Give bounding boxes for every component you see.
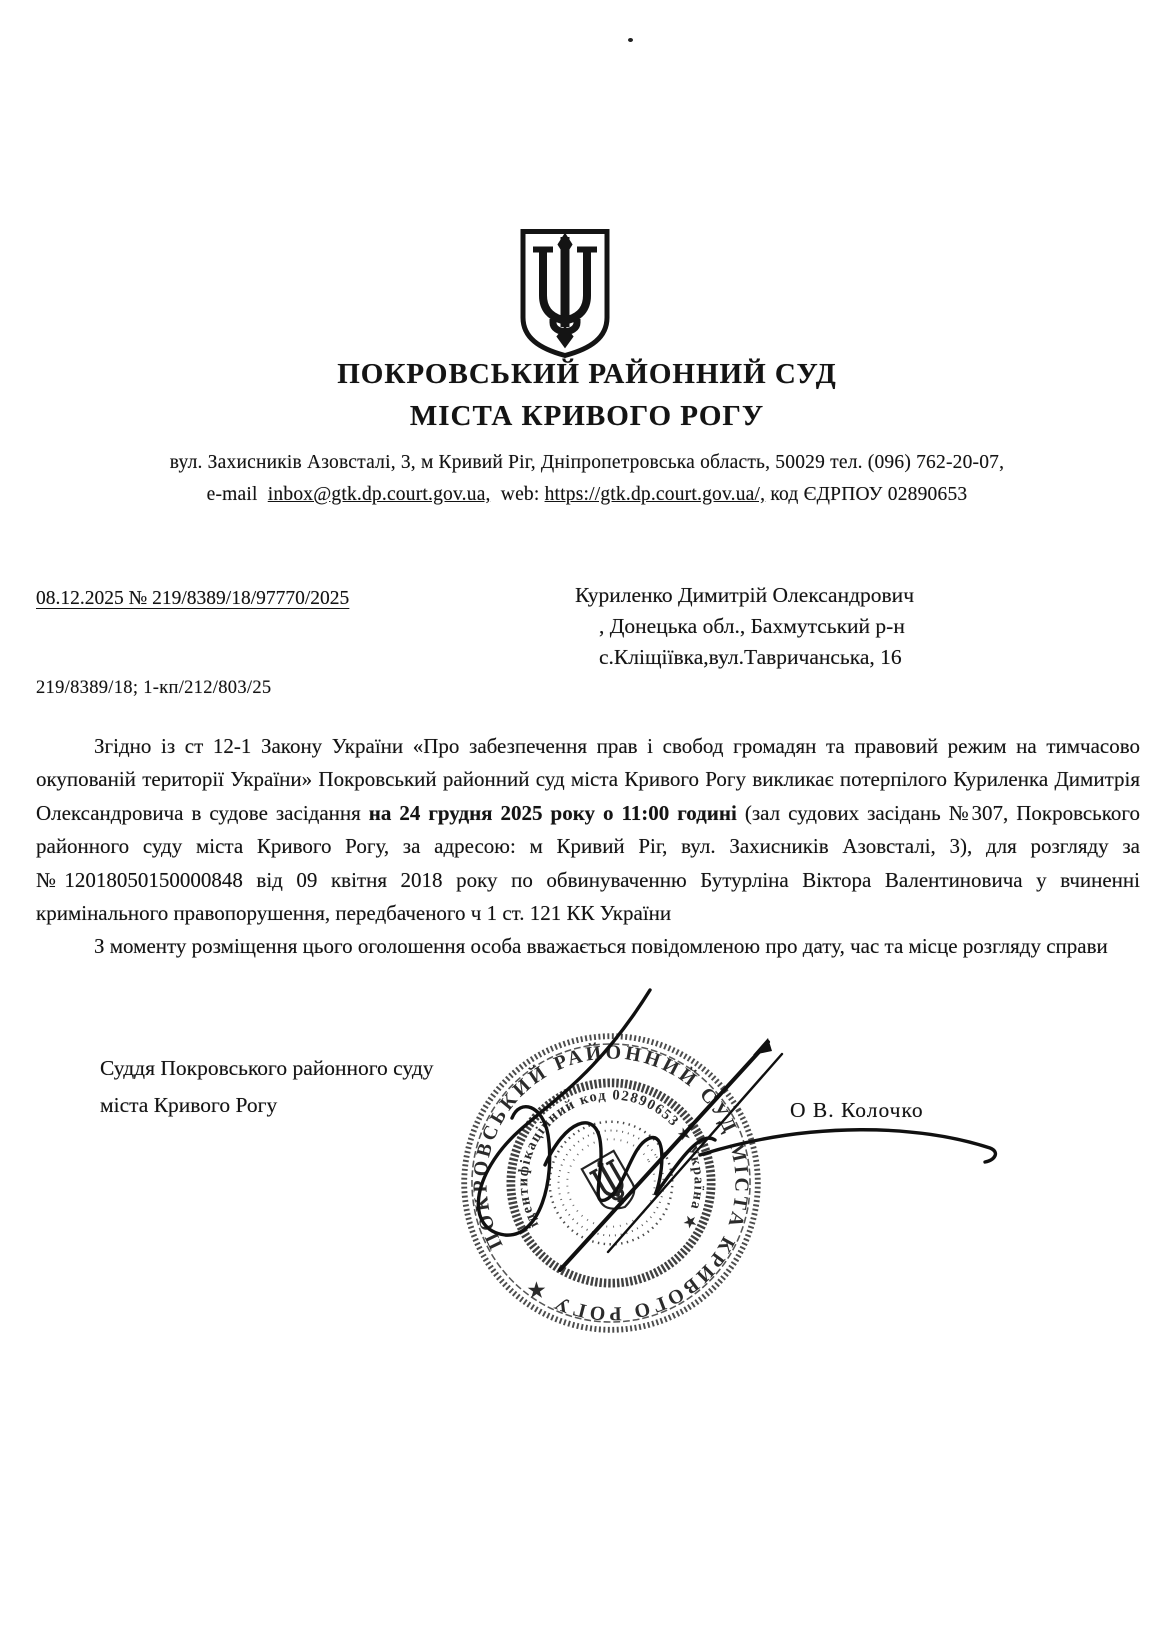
- summons-body: [36, 730, 1140, 964]
- recipient-address-line2: с.Кліщіївка,вул.Тавричанська, 16: [599, 645, 902, 669]
- case-number: 219/8389/18; 1-кп/212/803/25: [36, 678, 272, 698]
- recipient-block: [575, 580, 914, 673]
- email-label: e-mail: [206, 484, 258, 505]
- body-paragraph-2: З моменту розміщення цього оголошення особа вважається повідомленою про дату, час та місце розгляду справи: [94, 934, 1108, 959]
- court-title-line2: МІСТА КРИВОГО РОГУ: [409, 400, 765, 432]
- court-contacts-line: [0, 484, 1174, 506]
- ukraine-trident-emblem-icon: [515, 224, 615, 362]
- judge-title-line1: Суддя Покровського районного суду: [100, 1056, 434, 1080]
- court-title-line1: ПОКРОВСЬКИЙ РАЙОННИЙ СУД: [337, 358, 837, 390]
- date-and-number: 08.12.2025 № 219/8389/18/97770/2025: [36, 588, 350, 609]
- stamp-outer-ring-text: ПОКРОВСЬКИЙ РАЙОННИЙ СУД МІСТА КРИВОГО РОГУ ★: [469, 1041, 753, 1325]
- p1-text-after: (зал судових засідань №307, Покровського районного суду міста Кривого Рогу, за адресою: м Кривий Ріг, вул. Захисників Азовсталі, 3), для розгляду за №12018050150000848 від 09 квітня 2018 року по обвинуваченню Бутурліна Віктора Валентиновича у вчиненні кримінального правопорушення, передбаченого ч 1 ст. 121 КК України: [36, 800, 1140, 926]
- judge-title-line2: міста Кривого Рогу: [100, 1093, 278, 1117]
- scan-artifact-dot: [628, 38, 633, 42]
- body-paragraph-1: [36, 730, 1140, 930]
- web-url: https://gtk.dp.court.gov.ua/,: [544, 484, 766, 505]
- p1-text-before: Згідно із ст 12-1 Закону України «Про забезпечення прав і свобод громадян та правовий режим на тимчасово окупованій території України» Покровський районний суд міста Кривого Рогу викликає потерпілого Куриленка Димитрія Олександровича в судове засідання: [36, 734, 1140, 825]
- edrpou-code: код ЄДРПОУ 02890653: [770, 484, 968, 505]
- hearing-datetime: на 24 грудня 2025 року о 11:00 годині: [368, 800, 737, 825]
- recipient-name: Куриленко Димитрій Олександрович: [575, 583, 915, 607]
- judge-handwritten-signature: [370, 950, 1030, 1340]
- judge-name: О В. Колочко: [790, 1098, 924, 1122]
- email-address: inbox@gtk.dp.court.gov.ua,: [267, 484, 491, 505]
- recipient-address-line1: , Донецька обл., Бахмутський р-н: [599, 614, 905, 638]
- court-address-line: вул. Захисників Азовсталі, 3, м Кривий Ріг, Дніпропетровська область, 50029 тел. (096) 762-20-07,: [169, 452, 1005, 473]
- web-label: web:: [500, 484, 540, 505]
- stamp-inner-ring-text: ідентифікаційний код 02890653 ★ Україна ★: [515, 1087, 707, 1233]
